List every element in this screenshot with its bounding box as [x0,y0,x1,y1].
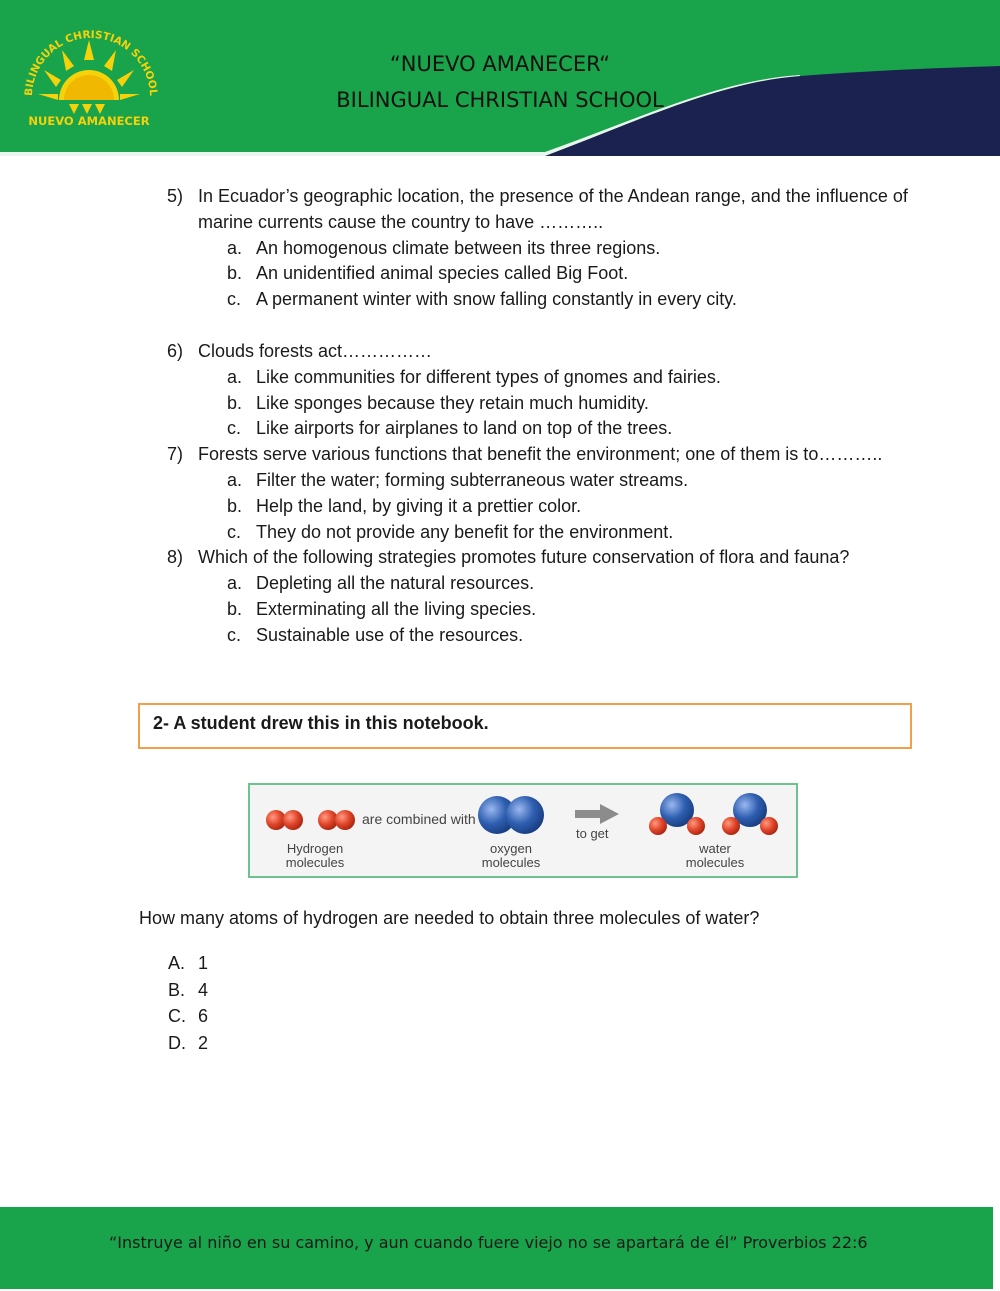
option-letter: c. [227,418,242,439]
hydrogen-molecule-1 [266,810,303,830]
water-label [670,842,760,870]
option-letter: a. [227,573,243,594]
answer-letter: D. [168,1032,186,1053]
option-text: Depleting all the natural resources. [256,573,535,594]
option-text: A permanent winter with snow falling constantly in every city. [256,289,737,310]
answer-letter: B. [168,979,186,1000]
oxygen-label-line2: molecules [481,855,541,870]
option-5c [167,287,927,313]
question-text: Clouds forests act…………… [198,340,433,361]
option-text: An unidentified animal species called Big Foot. [256,263,629,284]
question-8 [167,545,927,571]
question-number: 5) [167,186,184,206]
question-6 [167,339,927,365]
option-8a [167,571,927,597]
answer-text: 1 [198,953,209,973]
option-7b [167,494,927,520]
oxygen-molecule [478,796,544,834]
answer-letter: C. [168,1006,186,1026]
option-6a [167,365,927,391]
question-number: 8) [167,547,184,568]
answer-text: 6 [198,1006,209,1026]
page-footer [0,1207,993,1289]
hydrogen-molecule-2 [318,810,355,830]
answer-c [168,1003,208,1030]
question-text: Forests serve various functions that benefit the environment; one of them is to……….. [198,444,883,465]
footer-quote: “Instruye al niño en su camino, y aun cuando fuere viejo no se apartará de él” Proverbios 22:6 [109,1233,868,1252]
to-get-label: to get [576,826,609,841]
answer-a [168,950,208,977]
option-text: Like sponges because they retain much humidity. [256,392,649,413]
option-letter: c. [227,521,242,542]
option-text: Like airports for airplanes to land on top of the trees. [256,418,673,439]
option-letter: c. [227,624,242,645]
option-text: An homogenous climate between its three regions. [256,237,661,258]
question-5 [167,184,927,236]
option-text: Sustainable use of the resources. [256,624,524,645]
question-text: Which of the following strategies promotes future conservation of flora and fauna? [198,547,850,568]
section-2-heading-box [138,703,912,749]
option-text: Like communities for different types of gnomes and fairies. [256,366,721,387]
question-number: 7) [167,444,184,465]
water-label-line1: water [699,841,731,856]
arrow-icon [575,804,619,824]
school-logo [14,22,164,137]
option-letter: b. [227,495,243,516]
option-8b [167,597,927,623]
oxygen-label-line1: oxygen [490,841,532,856]
question-number: 6) [167,340,184,361]
answer-text: 4 [198,979,209,1000]
page-header [0,0,1000,160]
answer-letter: A. [168,953,186,973]
option-7c [167,520,927,546]
answer-d [168,1030,208,1057]
water-molecule-2 [722,793,778,835]
option-8c [167,623,927,649]
question-list [167,184,927,649]
header-title-line1: “NUEVO AMANECER“ [389,52,611,76]
molecule-diagram [248,783,798,878]
option-text: Help the land, by giving it a prettier color. [256,495,582,516]
hydrogen-label [270,842,360,870]
water-molecule-1 [649,793,705,835]
option-letter: a. [227,469,243,490]
option-text: They do not provide any benefit for the environment. [256,521,674,542]
logo-bottom-text: NUEVO AMANECER [28,114,150,128]
question-text: In Ecuador’s geographic location, the presence of the Andean range, and the influence of marine currents cause the country to have ……….. [198,186,908,232]
option-text: Filter the water; forming subterraneous water streams. [256,469,689,490]
section-2-heading: 2- A student drew this in this notebook. [153,713,489,733]
option-letter: b. [227,263,243,284]
option-5b [167,261,927,287]
hydrogen-label-line2: molecules [285,855,345,870]
option-letter: a. [227,366,243,387]
question-7 [167,442,927,468]
option-letter: b. [227,598,243,619]
water-label-line2: molecules [685,855,745,870]
answer-text: 2 [198,1032,209,1053]
answer-b [168,977,208,1004]
option-7a [167,468,927,494]
option-5a [167,236,927,262]
oxygen-label [466,842,556,870]
option-letter: b. [227,392,243,413]
answer-list [168,950,208,1056]
option-text: Exterminating all the living species. [256,598,537,619]
option-letter: a. [227,237,243,258]
option-6c [167,416,927,442]
combined-with-label: are combined with [362,811,476,827]
logo-arc-text: BILINGUAL CHRISTIAN SCHOOL [22,28,160,97]
hydrogen-label-line1: Hydrogen [286,841,344,856]
option-letter: c. [227,289,242,310]
hydrogen-question: How many atoms of hydrogen are needed to obtain three molecules of water? [139,908,760,928]
option-6b [167,391,927,417]
header-title-line2: BILINGUAL CHRISTIAN SCHOOL [336,88,664,112]
